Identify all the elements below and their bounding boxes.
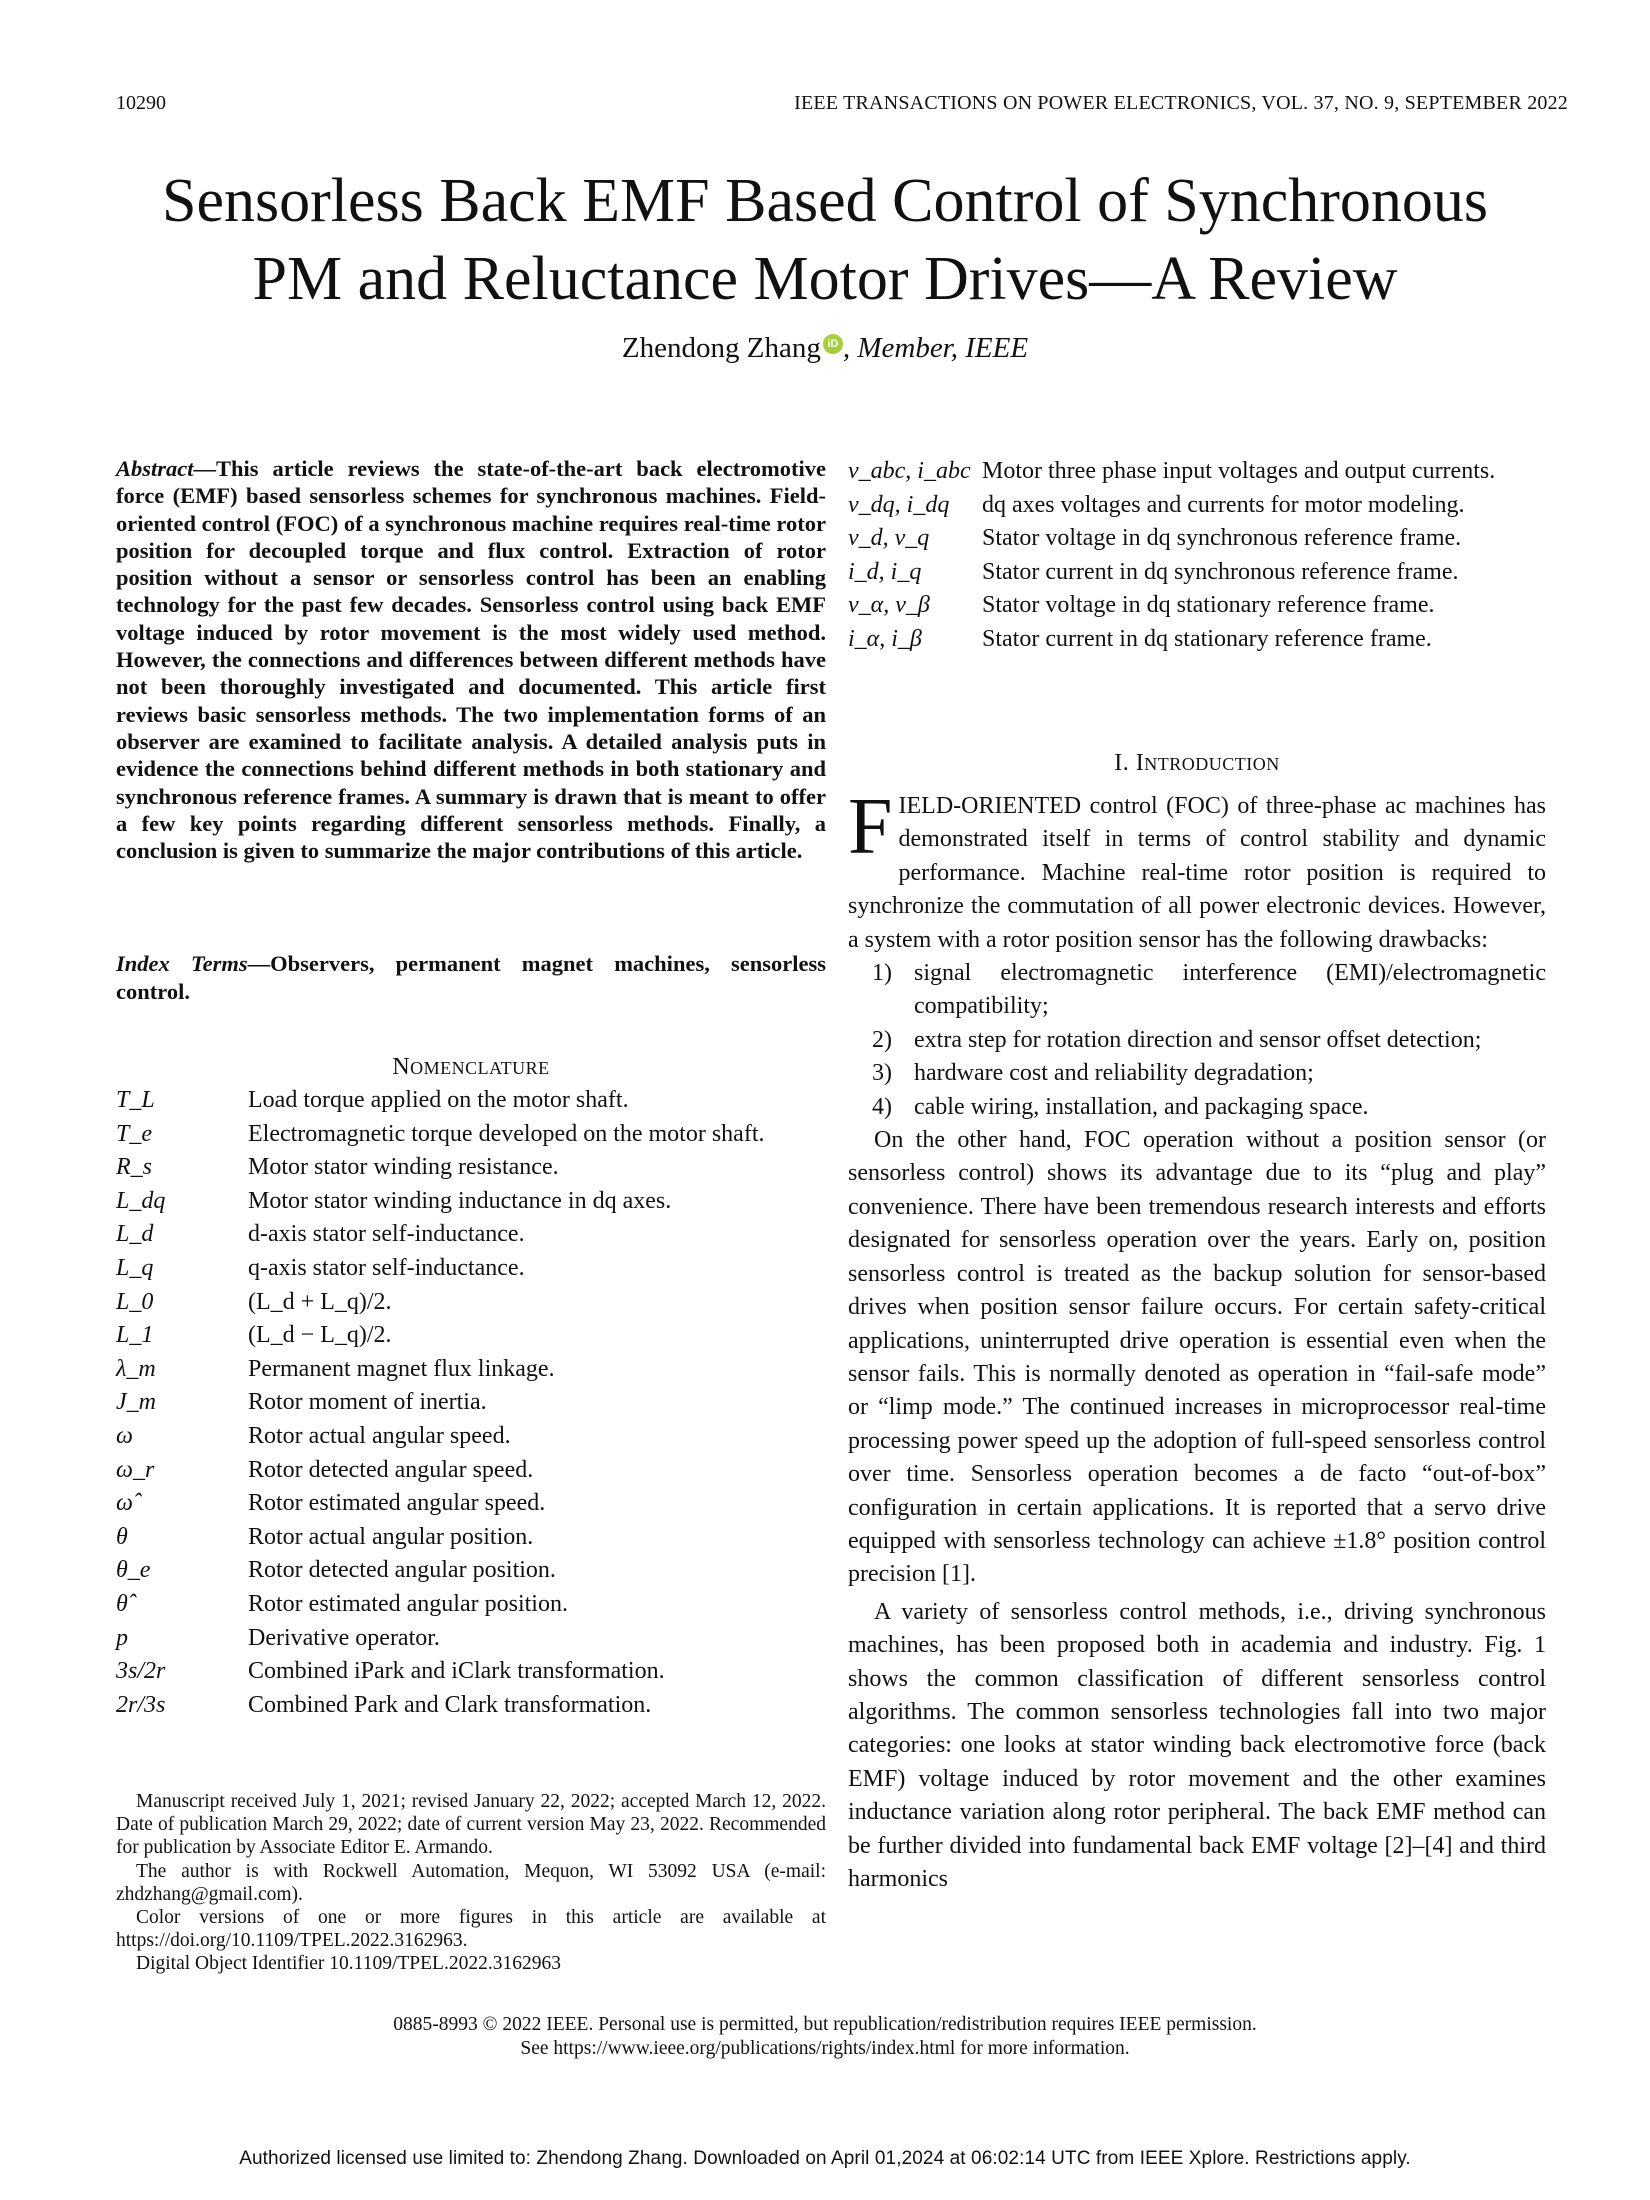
nomenclature-definition: Derivative operator. <box>248 1624 440 1651</box>
nomenclature-symbol: L_1 <box>116 1322 154 1349</box>
nomenclature-entry <box>116 1319 826 1353</box>
nomenclature-definition: Rotor estimated angular position. <box>248 1590 568 1617</box>
nomenclature-definition: Rotor actual angular speed. <box>248 1422 511 1449</box>
nomenclature-symbol: i_α, i_β <box>848 625 922 652</box>
nomenclature-entry <box>848 589 1546 623</box>
nomenclature-symbol: θ̂ <box>116 1590 128 1617</box>
nomenclature-definition: d-axis stator self-inductance. <box>248 1221 525 1248</box>
nomenclature-entry <box>116 1286 826 1320</box>
nomenclature-entry <box>116 1118 826 1152</box>
nomenclature-symbol: i_d, i_q <box>848 558 922 585</box>
author-line <box>0 332 1650 365</box>
footnote-manuscript: Manuscript received July 1, 2021; revised January 22, 2022; accepted March 12, 2022. Date of publication March 29, 2022; date of current version May 23, 2022. Recommended for publication by Associate Editor E. Armando. <box>116 1791 826 1859</box>
author-affiliation: , Member, IEEE <box>842 332 1029 364</box>
nomenclature-definition: Rotor detected angular position. <box>248 1557 556 1584</box>
list-item: 2) extra step for rotation direction and sensor offset detection; <box>872 1026 1482 1053</box>
nomenclature-definition: Stator current in dq stationary reference frame. <box>982 625 1432 652</box>
nomenclature-symbol: L_q <box>116 1254 154 1281</box>
list-item: 1) signal electromagnetic interference (EMI)/electromagnetic compatibility; <box>872 960 1546 1020</box>
nomenclature-definition: Rotor moment of inertia. <box>248 1389 487 1416</box>
running-head: IEEE TRANSACTIONS ON POWER ELECTRONICS, VOL. 37, NO. 9, SEPTEMBER 2022 <box>794 92 1568 114</box>
license-statement: Authorized licensed use limited to: Zhendong Zhang. Downloaded on April 01,2024 at 06:02:14 UTC from IEEE Xplore. Restrictions apply. <box>239 2148 1411 2169</box>
nomenclature-entry <box>116 1353 826 1387</box>
nomenclature-entry <box>116 1218 826 1252</box>
nomenclature-symbol: v_abc, i_abc <box>848 458 971 484</box>
nomenclature-entry <box>116 1420 826 1454</box>
nomenclature-definition: Combined iPark and iClark transformation. <box>248 1658 665 1685</box>
drawbacks-list <box>848 957 1546 1124</box>
nomenclature-symbol: J_m <box>116 1389 156 1416</box>
nomenclature-list <box>116 1084 826 1722</box>
nomenclature-symbol: L_dq <box>116 1187 166 1214</box>
nomenclature-symbol: ω_r <box>116 1456 155 1483</box>
nomenclature-definition: Electromagnetic torque developed on the motor shaft. <box>248 1120 765 1147</box>
nomenclature-definition: Rotor detected angular speed. <box>248 1456 534 1483</box>
introduction-heading: I. INTRODUCTION <box>1114 750 1280 776</box>
nomenclature-definition: Permanent magnet flux linkage. <box>248 1355 555 1382</box>
page-number: 10290 <box>116 92 166 114</box>
author-name: Zhendong Zhang <box>621 332 821 364</box>
index-terms-text: —Observers, permanent magnet machines, sensorless control. <box>116 951 826 1004</box>
nomenclature-symbol: T_L <box>116 1087 155 1113</box>
title-line-1: Sensorless Back EMF Based Control of Synchronous <box>161 167 1489 235</box>
nomenclature-symbol: λ_m <box>116 1355 156 1382</box>
nomenclature-symbol: θ_e <box>116 1557 151 1584</box>
nomenclature-definition: Rotor actual angular position. <box>248 1523 534 1550</box>
nomenclature-entry <box>116 1655 826 1689</box>
nomenclature-entry <box>848 556 1546 590</box>
nomenclature-symbol: θ <box>116 1523 128 1550</box>
copyright-notice: 0885-8993 © 2022 IEEE. Personal use is permitted, but republication/redistribution requires IEEE permission. See https://www.ieee.org/publications/rights/index.html for more information. <box>393 2014 1257 2059</box>
nomenclature-entry <box>116 1622 826 1656</box>
nomenclature-entry <box>848 455 1546 489</box>
nomenclature-definition: Combined Park and Clark transformation. <box>248 1691 652 1718</box>
nomenclature-entry <box>116 1084 826 1118</box>
nomenclature-symbol: ω̂ <box>116 1490 133 1517</box>
drop-cap: F <box>848 783 893 871</box>
list-item: 3) hardware cost and reliability degradation; <box>872 1060 1314 1087</box>
nomenclature-symbol: L_d <box>116 1221 154 1248</box>
nomenclature-symbol: 2r/3s <box>116 1691 166 1718</box>
nomenclature-definition: Stator voltage in dq synchronous reference frame. <box>982 525 1462 552</box>
nomenclature-symbol: T_e <box>116 1120 152 1147</box>
list-item: 4) cable wiring, installation, and packaging space. <box>872 1093 1369 1120</box>
paper-title <box>0 162 1650 318</box>
nomenclature-list-right <box>848 455 1546 657</box>
intro-paragraph-2: On the other hand, FOC operation without a position sensor (or sensorless control) shows its advantage due to its “plug and play” convenience. There have been tremendous research interests and efforts designated for sensorless operation over the years. Early on, position sensorless control is treated as the backup solution for sensor-based drives when position sensor failure occurs. For certain safety-critical applications, uninterrupted drive operation is essential even when the sensor fails. This is normally denoted as operation in “fail-safe mode” or “limp mode.” The continued increases in microprocessor real-time processing power speed up the adoption of full-speed sensorless control over time. Sensorless operation becomes a de facto “out-of-box” configuration in certain applications. It is reported that a servo drive equipped with sensorless technology can achieve ±1.8° position control precision [1]. <box>848 1127 1546 1588</box>
nomenclature-definition: Load torque applied on the motor shaft. <box>248 1087 629 1113</box>
introduction-body <box>848 783 1546 1896</box>
nomenclature-symbol: L_0 <box>116 1288 154 1315</box>
nomenclature-definition: (L_d − L_q)/2. <box>248 1322 392 1349</box>
footnote-doi: Digital Object Identifier 10.1109/TPEL.2022.3162963 <box>136 1953 561 1975</box>
nomenclature-definition: Stator current in dq synchronous reference frame. <box>982 558 1459 585</box>
footnote-color-versions: Color versions of one or more figures in this article are available at https://doi.org/10.1109/TPEL.2022.3162963. <box>116 1907 826 1952</box>
nomenclature-symbol: R_s <box>116 1154 152 1181</box>
nomenclature-symbol: v_d, v_q <box>848 525 930 552</box>
footnote-affiliation: The author is with Rockwell Automation, Mequon, WI 53092 USA (e-mail: zhdzhang@gmail.com). <box>116 1860 826 1905</box>
nomenclature-symbol: p <box>116 1624 128 1651</box>
nomenclature-symbol: 3s/2r <box>116 1658 166 1685</box>
orcid-icon[interactable]: iD <box>823 334 843 354</box>
intro-paragraph-3: A variety of sensorless control methods, i.e., driving synchronous machines, has been proposed both in academia and industry. Fig. 1 shows the common classification of different sensorless control algorithms. The common sensorless technologies fall into two major categories: one looks at stator winding back electromotive force (back EMF) voltage induced by rotor movement and the other examines inductance variation along rotor peripheral. The back EMF method can be further divided into fundamental back EMF voltage [2]–[4] and third harmonics <box>848 1598 1546 1892</box>
nomenclature-entry <box>116 1588 826 1622</box>
abstract-lead: Abstract <box>116 456 194 481</box>
nomenclature-entry <box>848 623 1546 657</box>
intro-paragraph-1: FIELD-ORIENTED control (FOC) of three-phase ac machines has demonstrated itself in terms of control stability and dynamic performance. Machine real-time rotor position is required to synchronize the commutation of all power electronic devices. However, a system with a rotor position sensor has the following drawbacks: <box>848 783 1546 953</box>
abstract <box>116 455 826 864</box>
nomenclature-symbol: v_dq, i_dq <box>848 491 950 518</box>
nomenclature-symbol: v_α, v_β <box>848 592 930 619</box>
nomenclature-definition: Rotor estimated angular speed. <box>248 1490 546 1517</box>
nomenclature-definition: Motor stator winding inductance in dq axes. <box>248 1187 672 1214</box>
abstract-text: —This article reviews the state-of-the-art back electromotive force (EMF) based sensorless schemes for synchronous machines. Field-oriented control (FOC) of a synchronous machine requires real-time rotor position for decoupled torque and flux control. Extraction of rotor position without a sensor or sensorless control has been an enabling technology for the past few decades. Sensorless control using back EMF voltage induced by rotor movement is the most widely used method. However, the connections and differences between different methods have not been thoroughly investigated and documented. This article first reviews basic sensorless methods. The two implementation forms of an observer are examined to facilitate analysis. A detailed analysis puts in evidence the connections behind different methods in both stationary and synchronous reference frames. A summary is drawn that is meant to offer a few key points regarding different sensorless methods. Finally, a conclusion is given to summarize the major contributions of this article. <box>116 456 826 864</box>
index-terms <box>116 950 826 1006</box>
nomenclature-definition: dq axes voltages and currents for motor modeling. <box>982 491 1465 518</box>
nomenclature-entry <box>116 1487 826 1521</box>
nomenclature-entry <box>848 522 1546 556</box>
nomenclature-entry <box>116 1554 826 1588</box>
nomenclature-entry <box>848 489 1546 523</box>
nomenclature-entry <box>116 1185 826 1219</box>
nomenclature-definition: q-axis stator self-inductance. <box>248 1254 525 1281</box>
nomenclature-definition: (L_d + L_q)/2. <box>248 1288 392 1315</box>
index-terms-lead: Index Terms <box>116 951 248 976</box>
nomenclature-entry <box>116 1252 826 1286</box>
nomenclature-entry <box>116 1689 826 1723</box>
title-line-2: PM and Reluctance Motor Drives—A Review <box>252 245 1398 313</box>
nomenclature-heading: NOMENCLATURE <box>392 1054 550 1080</box>
nomenclature-definition: Stator voltage in dq stationary reference frame. <box>982 592 1435 619</box>
nomenclature-symbol: ω <box>116 1422 133 1449</box>
footnote <box>116 1790 826 1976</box>
nomenclature-definition: Motor three phase input voltages and output currents. <box>982 458 1496 484</box>
nomenclature-entry <box>116 1454 826 1488</box>
nomenclature-entry <box>116 1521 826 1555</box>
nomenclature-entry <box>116 1151 826 1185</box>
nomenclature-definition: Motor stator winding resistance. <box>248 1154 559 1181</box>
nomenclature-entry <box>116 1386 826 1420</box>
